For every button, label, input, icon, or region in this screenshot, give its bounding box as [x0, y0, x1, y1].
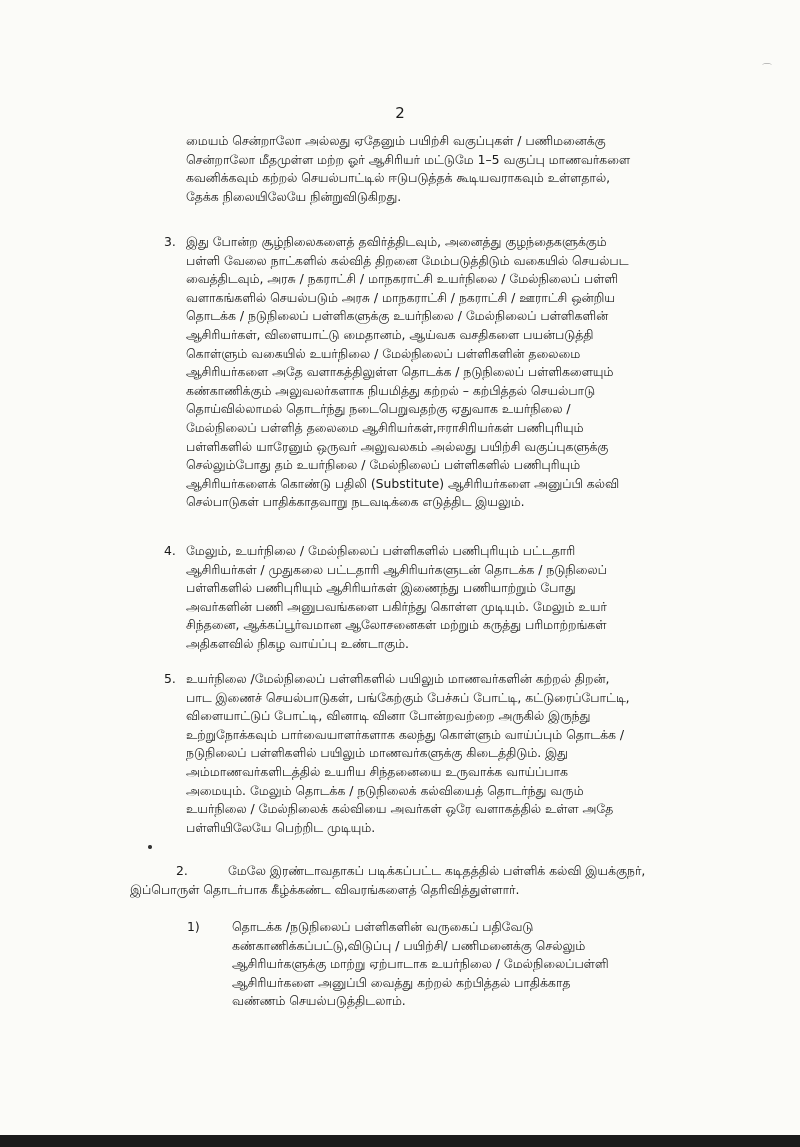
text-line: மேலும், உயர்நிலை / மேல்நிலைப் பள்ளிகளில் பணிபுரியும் பட்டதாரி [186, 543, 576, 558]
text-line: அம்மாணவர்களிடத்தில் உயரிய சிந்தனையை உருவாக்க வாய்ப்பாக [186, 763, 568, 779]
text-line: ஆசிரியர்களைக் கொண்டு பதிலி (Substitute) ஆசிரியர்களை அனுப்பி கல்வி [186, 475, 620, 491]
text-line: அவர்களின் பணி அனுபவங்களை பகிர்ந்து கொள்ள முடியும். மேலும் உயர் [186, 598, 607, 614]
text-line: வைத்திடவும், அரசு / நகராட்சி / மாநகராட்சி உயர்நிலை / மேல்நிலைப் பள்ளி [186, 271, 618, 287]
item-1-paragraph [232, 918, 716, 1011]
text-line: செல்பாடுகள் பாதிக்காதவாறு நடவடிக்கை எடுத்திட இயலும். [186, 494, 525, 510]
page-number: 2 [395, 104, 405, 122]
text-line: தொய்வில்லாமல் தொடர்ந்து நடைபெறுவதற்கு ஏதுவாக உயர்நிலை / [186, 401, 571, 417]
text-line: தொடக்க /நடுநிலைப் பள்ளிகளின் வருகைப் பதிவேடு [232, 919, 534, 934]
text-line: பள்ளிகளில் பணிபுரியும் ஆசிரியர்கள் இணைந்து பணியாற்றும் போது [186, 580, 576, 596]
text-line: வண்ணம் செயல்படுத்திடலாம். [232, 993, 406, 1009]
dot-mark [148, 845, 152, 849]
point-5-paragraph [186, 670, 716, 837]
paragraph-2-second-line [130, 881, 716, 900]
text-line: தொடக்க / நடுநிலைப் பள்ளிகளுக்கு உயர்நிலை / மேல்நிலைப் பள்ளிகளின் [186, 308, 609, 324]
point-number: 5. [164, 671, 176, 686]
text-line: ஆசிரியர்களுக்கு மாற்று ஏற்பாடாக உயர்நிலை / மேல்நிலைப்பள்ளி [232, 956, 609, 972]
text-line: பள்ளி வேலை நாட்களில் கல்வித் திறனை மேம்படுத்திடும் வகையில் செயல்பட [186, 252, 629, 268]
text-line: கொள்ளும் வகையில் உயர்நிலை / மேல்நிலைப் பள்ளிகளின் தலைமை [186, 345, 581, 361]
text-line: அமையும். மேலும் தொடக்க / நடுநிலைக் கல்வியைத் தொடர்ந்து வரும் [186, 782, 584, 798]
point-3-paragraph [186, 233, 716, 512]
text-line: கண்காணிக்கப்பட்டு,விடுப்பு / பயிற்சி/ பணிமனைக்கு செல்லும் [232, 937, 586, 953]
text-line: இப்பொருள் தொடர்பாக கீழ்க்கண்ட விவரங்களைத் தெரிவித்துள்ளார். [130, 882, 520, 897]
text-line: கண்காணிக்கும் அலுவலர்களாக நியமித்து கற்றல் – கற்பித்தல் செயல்பாடு [186, 382, 596, 398]
text-line: கவனிக்கவும் கற்றல் செயல்பாட்டில் ஈடுபடுத்தக் கூடியவராகவும் உள்ளதால், [186, 170, 611, 186]
text-line: ஆசிரியர்கள் / முதுகலை பட்டதாரி ஆசிரியர்களுடன் தொடக்க / நடுநிலைப் [186, 561, 607, 577]
point-4-paragraph [186, 542, 716, 654]
paragraph-number: 2. [176, 863, 188, 878]
text-line: பாட இணைச் செயல்பாடுகள், பங்கேற்கும் பேச்சுப் போட்டி, கட்டுரைப்போட்டி, [186, 689, 630, 705]
text-line: சென்றாலோ மீதமுள்ள மற்ற ஓர் ஆசிரியர் மட்டுமே 1–5 வகுப்பு மாணவர்களை [186, 151, 631, 167]
paragraph-2-first-line [228, 862, 716, 881]
text-line: தேக்க நிலையிலேயே நின்றுவிடுகிறது. [186, 188, 402, 204]
text-line: பள்ளியிலேயே பெற்றிட முடியும். [186, 819, 376, 835]
text-line: செல்லும்போது தம் உயர்நிலை / மேல்நிலைப் பள்ளிகளில் பணிபுரியும் [186, 457, 581, 473]
text-line: சிந்தனை, ஆக்கப்பூர்வமான ஆலோசனைகள் மற்றும் கருத்து பரிமாற்றங்கள் [186, 617, 607, 633]
text-line: நடுநிலைப் பள்ளிகளில் பயிலும் மாணவர்களுக்கு கிடைத்திடும். இது [186, 745, 568, 761]
point-number: 4. [164, 543, 176, 558]
intro-paragraph [186, 132, 716, 206]
text-line: மேல்நிலைப் பள்ளித் தலைமை ஆசிரியர்கள்,ஈராசிரியர்கள் பணிபுரியும் [186, 419, 584, 435]
item-number: 1) [187, 919, 200, 934]
text-line: ஆசிரியர்கள், விளையாட்டு மைதானம், ஆய்வக வசதிகளை பயன்படுத்தி [186, 326, 594, 342]
point-number: 3. [164, 234, 176, 249]
text-line: மேலே இரண்டாவதாகப் படிக்கப்பட்ட கடிதத்தில் பள்ளிக் கல்வி இயக்குநர், [228, 863, 646, 878]
text-line: உயர்நிலை / மேல்நிலைக் கல்வியை அவர்கள் ஒரே வளாகத்தில் உள்ள அதே [186, 801, 614, 817]
scan-edge [0, 1135, 800, 1147]
text-line: ஆசிரியர்களை அதே வளாகத்திலுள்ள தொடக்க / நடுநிலைப் பள்ளிகளையும் [186, 364, 614, 380]
text-line: விளையாட்டுப் போட்டி, வினாடி வினா போன்றவற்றை அருகில் இருந்து [186, 708, 591, 724]
text-line: உற்றுநோக்கவும் பார்வையாளர்களாக கலந்து கொள்ளும் வாய்ப்பும் தொடக்க / [186, 726, 625, 742]
text-line: ஆசிரியர்களை அனுப்பி வைத்து கற்றல் கற்பித்தல் பாதிக்காத [232, 974, 571, 990]
text-line: மையம் சென்றாலோ அல்லது ஏதேனும் பயிற்சி வகுப்புகள் / பணிமனைக்கு [186, 133, 606, 148]
text-line: வளாகங்களில் செயல்படும் அரசு / மாநகராட்சி / நகராட்சி / ஊராட்சி ஒன்றிய [186, 289, 615, 305]
text-line: அதிகளவில் நிகழ வாய்ப்பு உண்டாகும். [186, 635, 409, 651]
text-line: இது போன்ற சூழ்நிலைகளைத் தவிர்த்திடவும், அனைத்து குழந்தைகளுக்கும் [186, 234, 607, 249]
corner-mark: ⌒ [762, 64, 772, 75]
text-line: உயர்நிலை /மேல்நிலைப் பள்ளிகளில் பயிலும் மாணவர்களின் கற்றல் திறன், [186, 671, 610, 686]
text-line: பள்ளிகளில் யாரேனும் ஒருவர் அலுவலகம் அல்லது பயிற்சி வகுப்புகளுக்கு [186, 438, 609, 454]
